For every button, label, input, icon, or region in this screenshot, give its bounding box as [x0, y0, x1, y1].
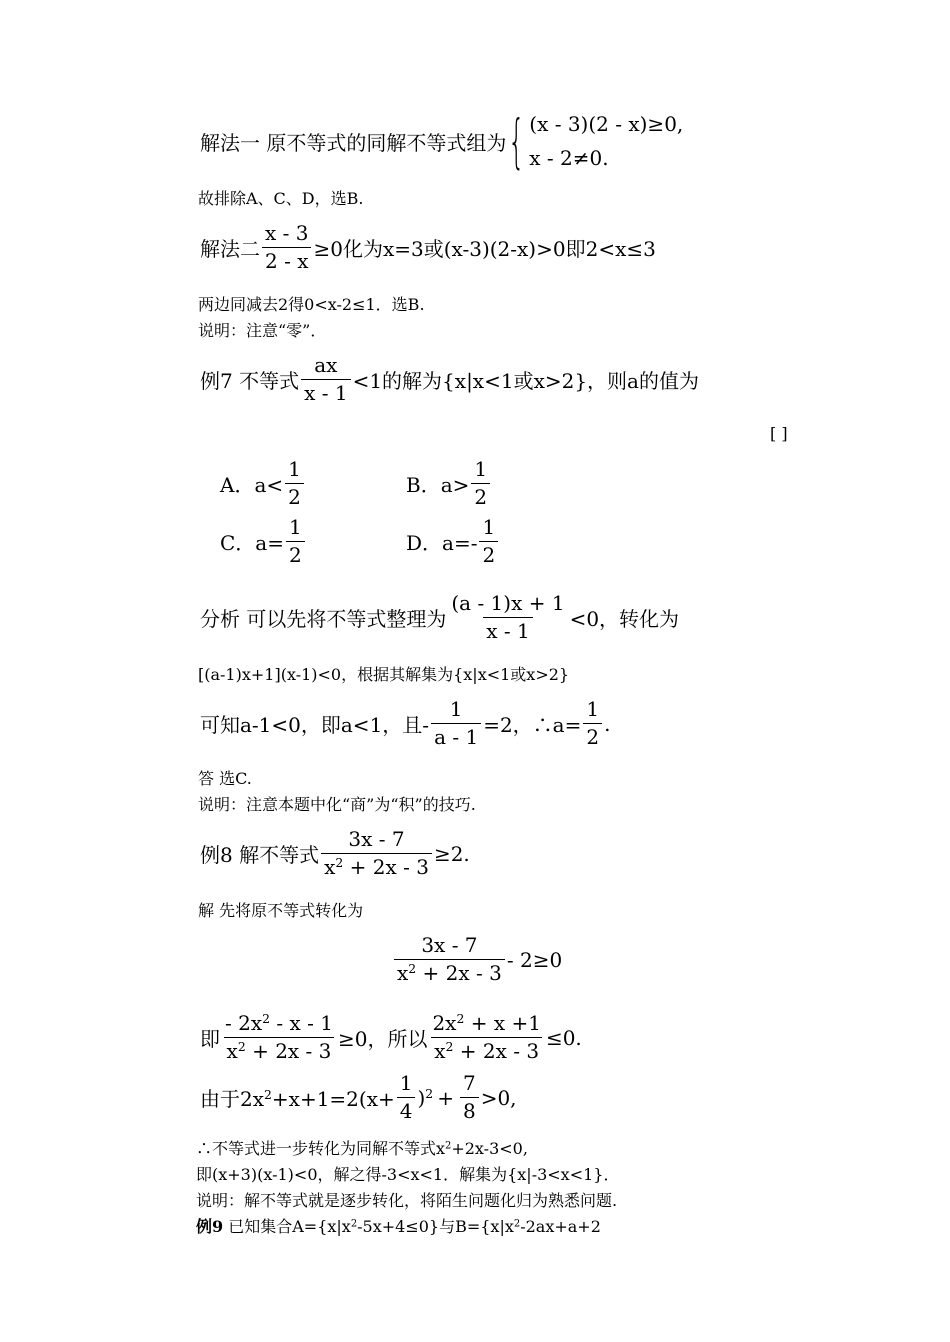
step-one-lead: 即 — [200, 1027, 220, 1051]
numerator: (a - 1)x + 1 — [451, 591, 565, 615]
numerator: 1 — [474, 457, 488, 481]
step-two — [200, 1072, 517, 1123]
fraction — [286, 516, 305, 567]
denominator: $x^2 + 2x - 3$ — [224, 1037, 335, 1063]
denominator: 2 — [471, 483, 490, 509]
analysis-3-mid: =2，∴a= — [483, 713, 582, 737]
fraction — [460, 1072, 479, 1123]
answer-bracket: [ ] — [770, 424, 788, 443]
fraction — [321, 828, 432, 879]
method-two-lead: 解法二 — [200, 237, 260, 261]
exclude-line: 故排除A、C、D，选B. — [198, 189, 364, 208]
denominator: 2 — [286, 541, 305, 567]
denominator: 2 — [479, 541, 498, 567]
numerator: 1 — [449, 697, 463, 721]
method-one-line — [200, 107, 684, 175]
fraction — [479, 516, 498, 567]
numerator: 3x - 7 — [421, 933, 478, 957]
numerator: 1 — [482, 515, 496, 539]
method-one-lead: 解法一 原不等式的同解不等式组为 — [200, 130, 507, 155]
denominator: $x^2 + 2x - 3$ — [394, 959, 505, 985]
denominator: 4 — [397, 1097, 416, 1123]
solution-intro: 解 先将原不等式转化为 — [198, 901, 364, 920]
step-two-lead: 由于$2x^2+x+1=2(x+$ — [200, 1087, 395, 1111]
fraction — [471, 458, 490, 509]
example-9-label: 例9 — [196, 1217, 224, 1236]
denominator: x - 1 — [483, 617, 532, 643]
fraction — [431, 698, 481, 749]
example-7-lead: 例7 不等式 — [200, 369, 300, 393]
analysis-lead: 分析 可以先将不等式整理为 — [200, 607, 447, 631]
option-d — [406, 516, 500, 567]
system-line-1: (x - 3)(2 - x)≥0, — [529, 112, 684, 136]
numerator: 1 — [399, 1071, 413, 1095]
fraction — [394, 934, 505, 985]
example-9: 例9 已知集合$A=\{x|x^2-5x+4\le 0\}$与$B=\{x|x^2-2ax+a+2$ — [196, 1217, 601, 1236]
analysis-3-lead: 可知a-1<0，即a<1，且- — [200, 713, 430, 737]
denominator: x - 1 — [301, 379, 350, 405]
option-a — [220, 458, 306, 509]
step-two-close: )$^2$ — [417, 1085, 434, 1110]
inequality-system — [506, 107, 684, 175]
numerator: 7 — [462, 1071, 476, 1095]
fraction — [285, 458, 304, 509]
answer-line: 答 选C. — [198, 769, 252, 788]
conclusion-line-2: 即(x+3)(x-1)<0，解之得-3<x<1．解集为{x|-3<x<1}． — [196, 1165, 620, 1184]
left-brace: { — [508, 107, 526, 175]
numerator: $2x^2 + x +1$ — [432, 1011, 541, 1035]
option-b-label: B．a> — [406, 473, 470, 497]
denominator: a - 1 — [431, 723, 481, 749]
option-d-label: D．a=- — [406, 531, 478, 555]
option-c-label: C．a= — [220, 531, 284, 555]
centered-tail: - 2≥0 — [506, 947, 563, 972]
denominator: 2 - x — [262, 247, 311, 273]
fraction — [222, 1012, 336, 1063]
fraction — [262, 222, 311, 273]
fraction — [429, 1012, 544, 1063]
numerator: 3x - 7 — [348, 827, 405, 851]
option-b — [406, 458, 492, 509]
period: . — [604, 711, 611, 736]
step-two-tail: >0, — [480, 1085, 517, 1110]
option-a-label: A．a< — [220, 473, 284, 497]
note-transform: 说明：解不等式就是逐步转化，将陌生问题化归为熟悉问题. — [196, 1191, 618, 1210]
system-line-2: x - 2≠0. — [529, 146, 609, 170]
numerator: 1 — [288, 457, 301, 481]
fraction — [583, 698, 602, 749]
conclusion-line-1: ∴不等式进一步转化为同解不等式$x^2+2x-3<0$, — [196, 1139, 528, 1158]
numerator: - $2x^2$ - x - 1 — [225, 1011, 333, 1035]
method-two-tail: ≥0化为x=3或(x-3)(2-x)>0即2<x≤3 — [313, 237, 656, 261]
denominator: $x^2 + 2x - 3$ — [431, 1037, 542, 1063]
step-one-mid: ≥0，所以 — [337, 1027, 428, 1051]
analysis-line — [200, 592, 679, 643]
note-quotient: 说明：注意本题中化“商”为“积”的技巧. — [198, 795, 476, 814]
example-8-lead: 例8 解不等式 — [200, 843, 320, 867]
plus-sign: + — [437, 1085, 454, 1110]
step-one-tail: ≤0. — [545, 1025, 582, 1050]
analysis-line-2: [(a-1)x+1](x-1)<0，根据其解集为{x|x<1或x>2} — [198, 665, 570, 684]
example-7 — [200, 354, 699, 405]
analysis-line-3 — [200, 698, 610, 749]
method-two-line — [200, 222, 656, 273]
numerator: x - 3 — [265, 221, 309, 245]
numerator: 1 — [288, 515, 302, 539]
centered-inequality — [392, 934, 562, 985]
denominator: 2 — [285, 483, 304, 509]
fraction — [301, 354, 350, 405]
example-7-tail: <1的解为{x|x<1或x>2}，则a的值为 — [352, 369, 699, 393]
denominator: 2 — [583, 723, 602, 749]
option-c — [220, 516, 307, 567]
denominator: 8 — [460, 1097, 479, 1123]
denominator: $x^2 + 2x - 3$ — [321, 853, 432, 879]
numerator: ax — [314, 353, 338, 377]
numerator: 1 — [586, 697, 600, 721]
example-8 — [200, 828, 470, 879]
subtract-line: 两边同减去2得0<x-2≤1．选B. — [198, 295, 425, 314]
step-one — [200, 1012, 582, 1063]
fraction — [397, 1072, 416, 1123]
analysis-tail: <0，转化为 — [569, 607, 680, 631]
note-zero: 说明：注意“零”． — [198, 321, 327, 340]
example-8-tail: ≥2. — [433, 841, 470, 866]
fraction — [448, 592, 567, 643]
